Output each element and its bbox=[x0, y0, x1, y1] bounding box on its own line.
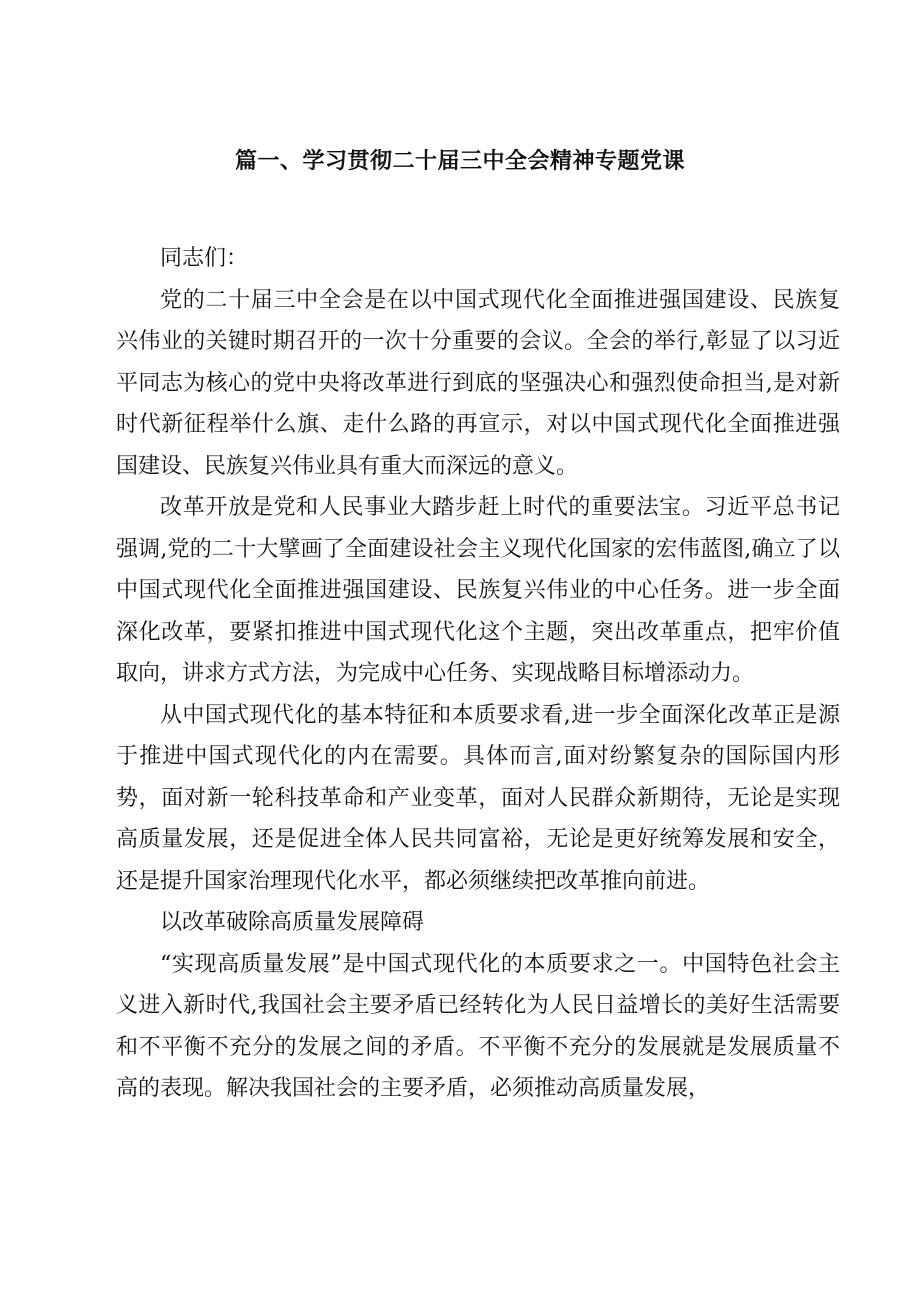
salutation: 同志们： bbox=[160, 246, 249, 271]
document-body bbox=[116, 238, 840, 1110]
paragraph: 从中国式现代化的基本特征和本质要求看,进一步全面深化改革正是源于推进中国式现代化的内在需要。具体而言,面对纷繁复杂的国际国内形势，面对新一轮科技革命和产业变革，面对人民群众新期待，无论是实现高质量发展，还是促进全体人民共同富裕，无论是更好统筹发展和安全，还是提升国家治理现代化水平，都必须继续把改革推向前进。 bbox=[116, 702, 840, 894]
paragraph: 党的二十届三中全会是在以中国式现代化全面推进强国建设、民族复兴伟业的关键时期召开的一次十分重要的会议。全会的举行,彰显了以习近平同志为核心的党中央将改革进行到底的坚强决心和强烈使命担当,是对新时代新征程举什么旗、走什么路的再宣示，对以中国式现代化全面推进强国建设、民族复兴伟业具有重大而深远的意义。 bbox=[116, 287, 840, 479]
section-heading: 以改革破除高质量发展障碍 bbox=[160, 910, 425, 935]
paragraph: 改革开放是党和人民事业大踏步赶上时代的重要法宝。习近平总书记强调,党的二十大擘画了全面建设社会主义现代化国家的宏伟蓝图,确立了以中国式现代化全面推进强国建设、民族复兴伟业的中心任务。进一步全面深化改革，要紧扣推进中国式现代化这个主题，突出改革重点，把牢价值取向，讲求方式方法，为完成中心任务、实现战略目标增添动力。 bbox=[116, 495, 840, 686]
paragraph: “实现高质量发展”是中国式现代化的本质要求之一。中国特色社会主义进入新时代,我国社会主要矛盾已经转化为人民日益增长的美好生活需要和不平衡不充分的发展之间的矛盾。不平衡不充分的发展就是发展质量不高的表现。解决我国社会的主要矛盾，必须推动高质量发展， bbox=[116, 951, 840, 1101]
document-title: 篇一、学习贯彻二十届三中全会精神专题党课 bbox=[234, 148, 685, 174]
